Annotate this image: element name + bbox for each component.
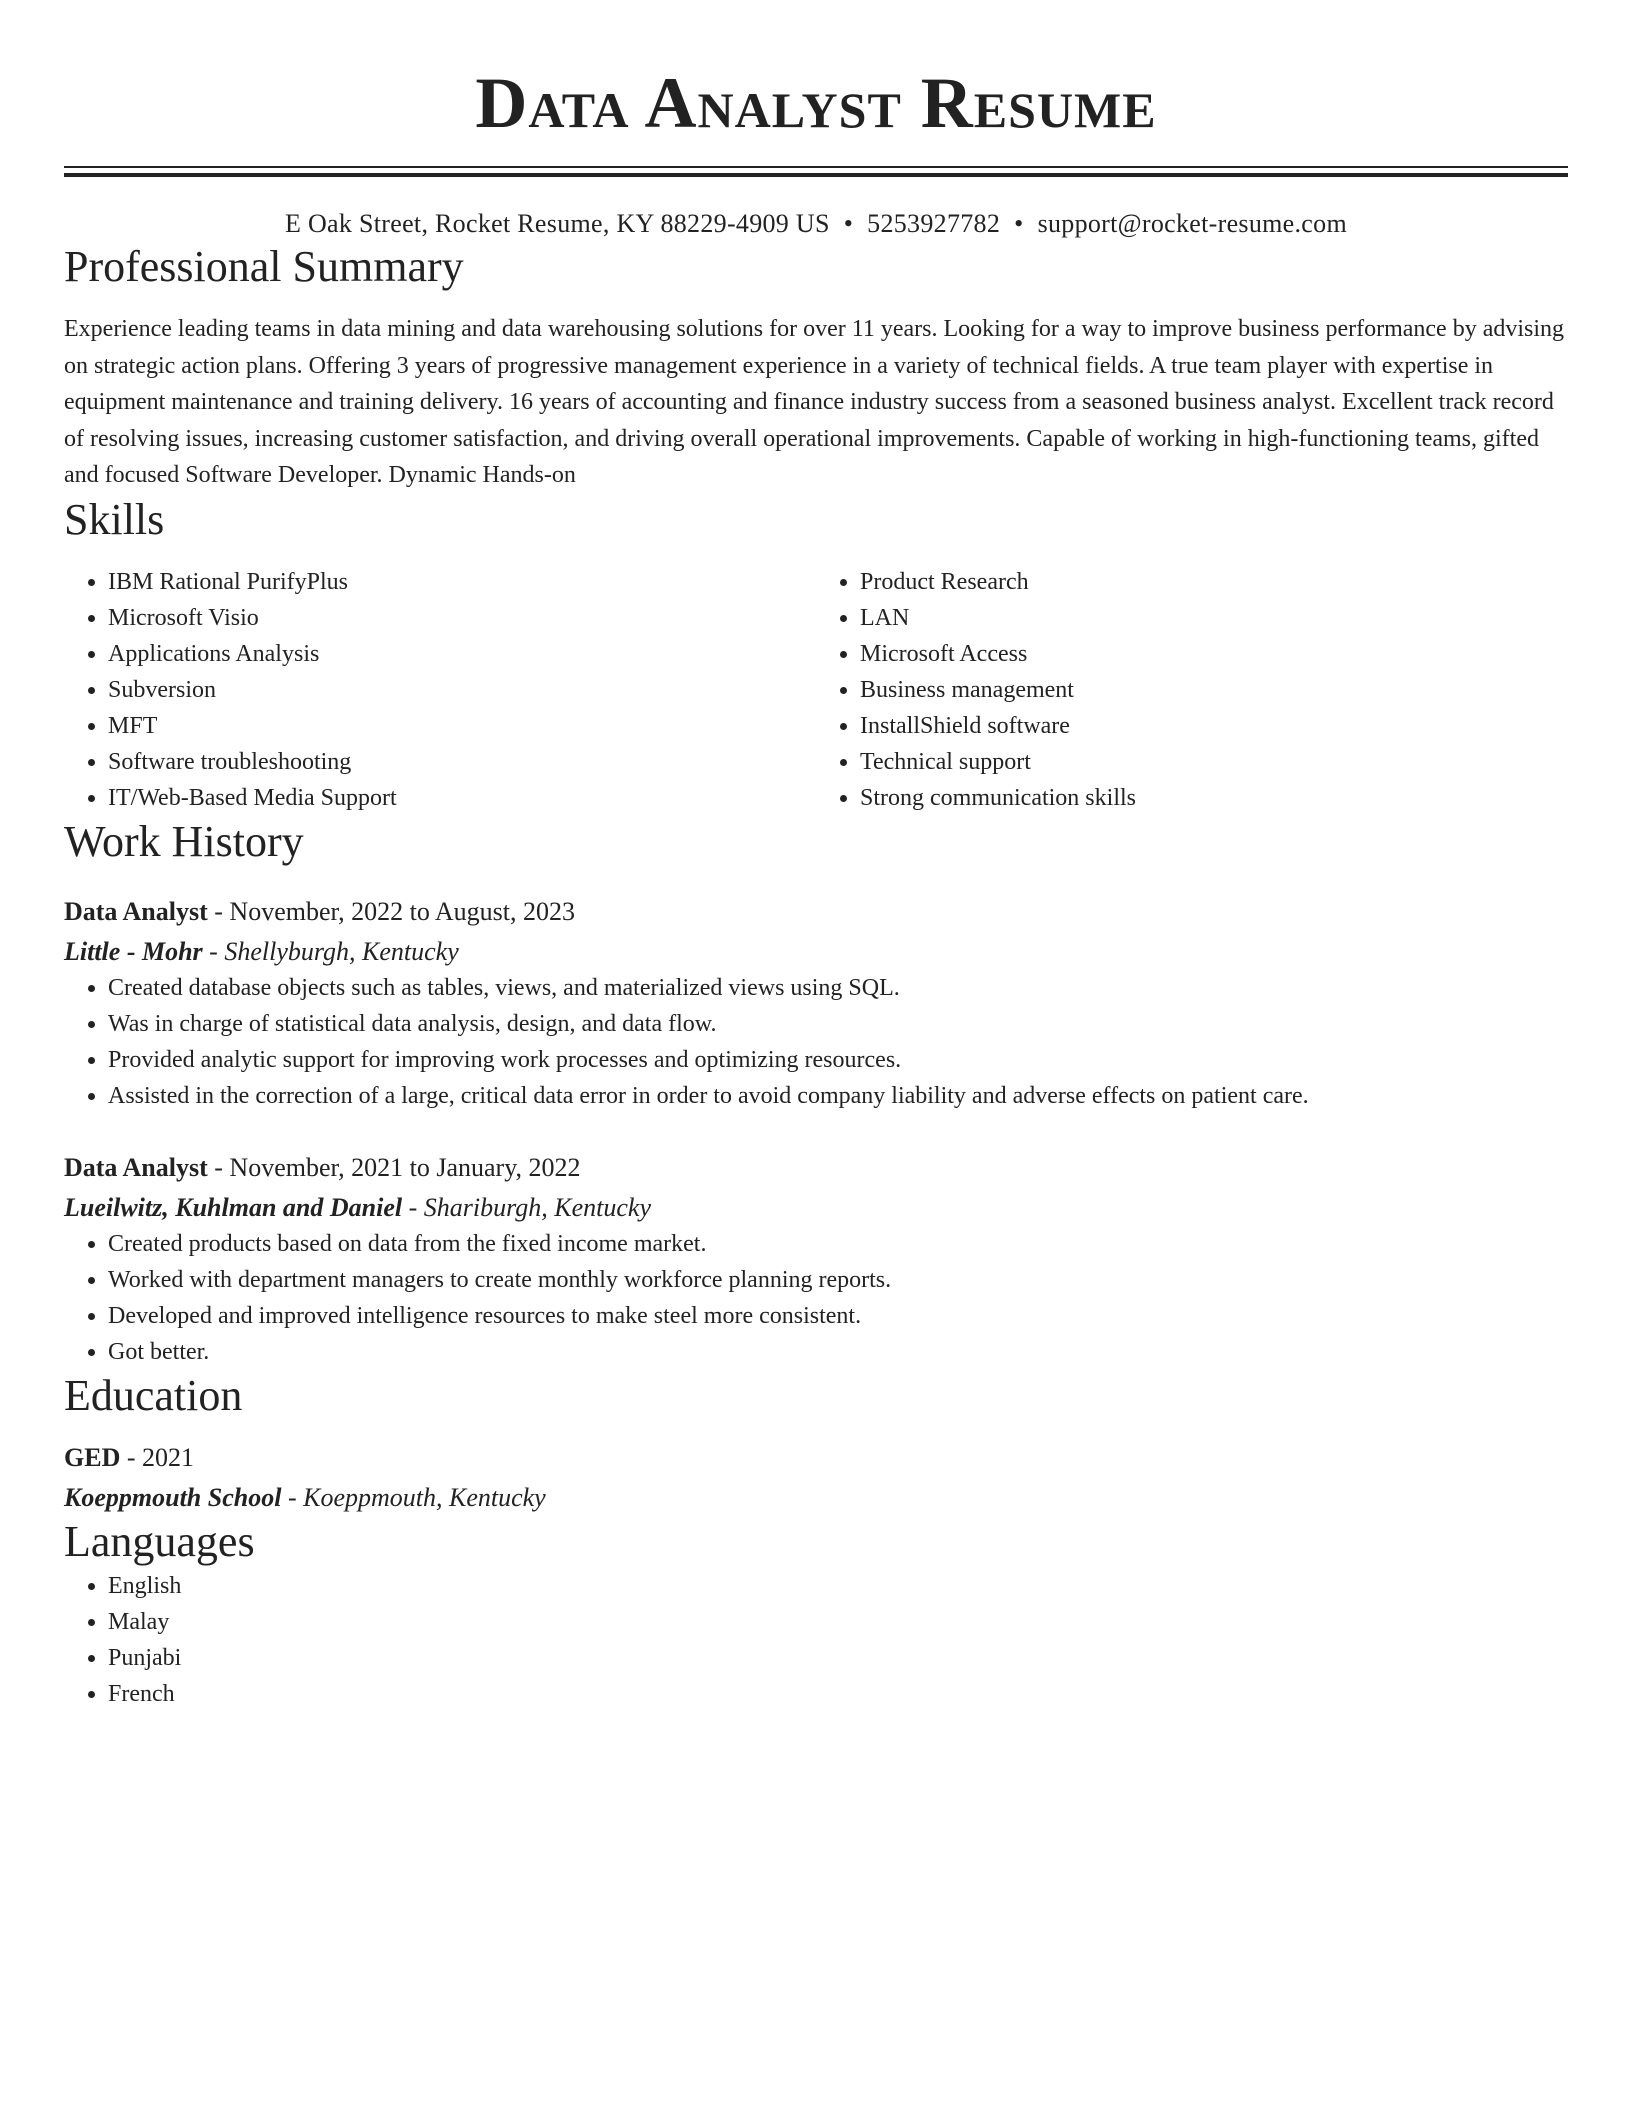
skills-list-left [64,564,816,816]
education-heading: Education [64,1370,243,1420]
language-item: • French [108,1676,1568,1712]
skill-item: • Microsoft Visio [108,600,816,636]
skill-item: • IT/Web-Based Media Support [108,780,816,816]
skill-item: • Technical support [860,744,1568,780]
company-location: Shellyburgh, Kentucky [224,936,459,966]
job-title: Data Analyst [64,1152,208,1182]
education-entry [64,1440,1568,1516]
job-bullet: • Provided analytic support for improving work processes and optimizing resources. [108,1042,1568,1078]
company-line: Little - Mohr - Shellyburgh, Kentucky [64,936,459,966]
degree: GED [64,1442,121,1472]
job-bullet: • Got better. [108,1334,1568,1370]
job-bullet: • Worked with department managers to create monthly workforce planning reports. [108,1262,1568,1298]
job-entry [64,894,1568,1114]
contact-email: support@rocket-resume.com [1037,209,1347,238]
languages-list [64,1568,1568,1712]
company-name: Lueilwitz, Kuhlman and Daniel [64,1192,403,1222]
job-bullet: • Was in charge of statistical data analysis, design, and data flow. [108,1006,1568,1042]
skill-item: • MFT [108,708,816,744]
skill-item: • Microsoft Access [860,636,1568,672]
skills-columns [64,564,1568,816]
skill-item: • Product Research [860,564,1568,600]
contact-separator: • [1014,209,1024,238]
job-bullets [64,1226,1568,1370]
job-title-line: Data Analyst - November, 2022 to August, 2023 [64,896,576,926]
job-bullet: • Developed and improved intelligence resources to make steel more consistent. [108,1298,1568,1334]
contact-phone: 5253927782 [867,209,1001,238]
skills-heading: Skills [64,494,165,544]
skill-item: • InstallShield software [860,708,1568,744]
language-item: • Punjabi [108,1640,1568,1676]
job-dates: November, 2021 to January, 2022 [229,1152,581,1182]
skill-item: • Applications Analysis [108,636,816,672]
language-item: • English [108,1568,1568,1604]
skills-list-right [816,564,1568,816]
contact-address: E Oak Street, Rocket Resume, KY 88229-4909 US [285,209,830,238]
languages-heading: Languages [64,1516,255,1566]
job-entry [64,1150,1568,1370]
job-title-line: Data Analyst - November, 2021 to January, 2022 [64,1152,581,1182]
resume-page [64,0,1568,1712]
job-dates: November, 2022 to August, 2023 [229,896,576,926]
company-name: Little - Mohr [64,936,203,966]
skill-item: • Software troubleshooting [108,744,816,780]
language-item: • Malay [108,1604,1568,1640]
contact-line [64,207,1568,241]
company-location: Shariburgh, Kentucky [423,1192,651,1222]
summary-text: Experience leading teams in data mining and data warehousing solutions for over 11 years. Looking for a way to improve business performance by advising on strategic action plans. Offering 3 years of progressive management experience in a variety of technical fields. A true team player with expertise in equipment maintenance and training delivery. 16 years of accounting and finance industry success from a seasoned business analyst. Excellent track record of resolving issues, increasing customer satisfaction, and driving overall operational improvements. Capable of working in high-functioning teams, gifted and focused Software Developer. Dynamic Hands-on [64,316,1565,488]
job-bullet: • Created database objects such as tables, views, and materialized views using SQL. [108,970,1568,1006]
school-location: Koeppmouth, Kentucky [303,1482,546,1512]
resume-title: Data Analyst Resume [475,63,1157,143]
company-line: Lueilwitz, Kuhlman and Daniel - Shariburgh, Kentucky [64,1192,651,1222]
job-title: Data Analyst [64,896,208,926]
skill-item: • Subversion [108,672,816,708]
job-bullet: • Created products based on data from the fixed income market. [108,1226,1568,1262]
contact-separator: • [843,209,854,238]
summary-heading: Professional Summary [64,242,464,291]
job-bullets [64,970,1568,1114]
skill-item: • IBM Rational PurifyPlus [108,564,816,600]
work-history-heading: Work History [64,816,304,866]
school-line: Koeppmouth School - Koeppmouth, Kentucky [64,1482,546,1512]
skill-item: • Strong communication skills [860,780,1568,816]
school-name: Koeppmouth School [64,1482,282,1512]
degree-line: GED - 2021 [64,1442,195,1472]
degree-year: 2021 [142,1442,195,1472]
skill-item: • Business management [860,672,1568,708]
title-divider [64,166,1568,177]
skill-item: • LAN [860,600,1568,636]
job-bullet: • Assisted in the correction of a large, critical data error in order to avoid company liability and adverse effects on patient care. [108,1078,1568,1114]
